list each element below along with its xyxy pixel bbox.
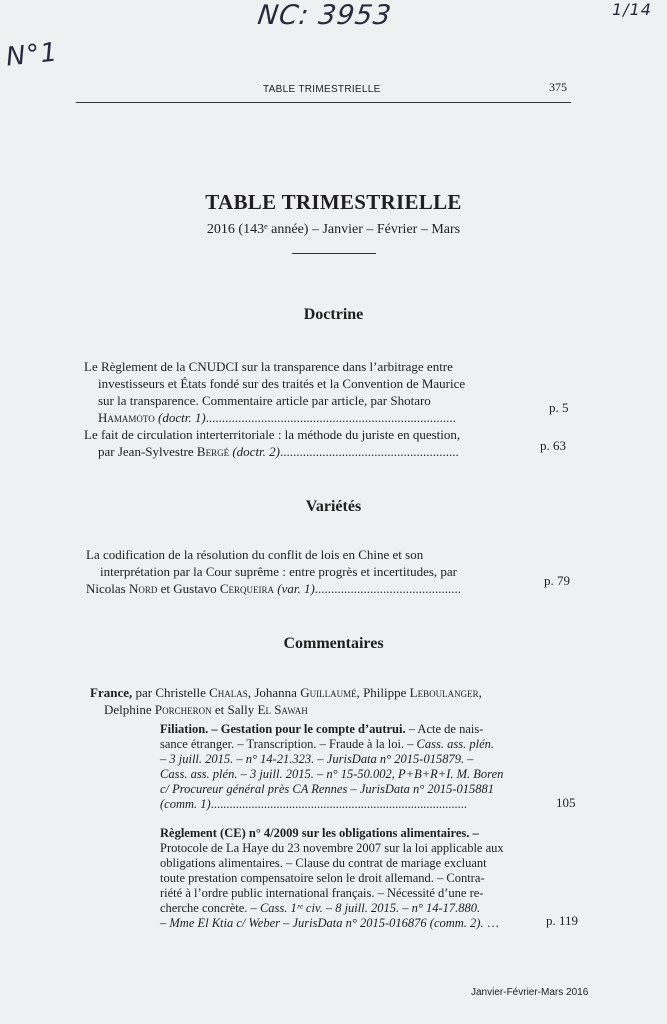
author-name: Cerqueira <box>219 581 274 596</box>
authors-text: , Johanna <box>247 685 297 700</box>
doctrine-entry-2-page: p. 63 <box>540 438 566 453</box>
varietes-entry-1 <box>86 546 461 597</box>
doctrine-entry-2 <box>84 426 460 460</box>
item-line: obligations alimentaires. – Clause du contrat de mariage excluant <box>160 856 487 870</box>
item-citation: – Mme El Ktia c/ Weber – JurisData n° 2015-016876 (comm. 2). <box>160 916 484 930</box>
item-line <box>160 737 503 752</box>
entry-reference: (var. 1) <box>277 581 315 596</box>
author-name: Bergé <box>196 444 230 459</box>
item-citation: (comm. 1) <box>160 797 211 811</box>
author-name: Hamamoto <box>98 410 155 425</box>
entry-line: Le fait de circulation interterritoriale : la méthode du juriste en question, <box>84 427 461 442</box>
entry-line: investisseurs et États fondé sur des traités et la Convention de Maurice <box>98 376 466 391</box>
item-line: riété à l’ordre public international français. – Nécessité d’une re- <box>160 886 484 900</box>
entry-line <box>86 580 461 597</box>
item-line: Cass. ass. plén. – 3 juill. 2015. – n° 15-50.002, P+B+R+I. M. Boren <box>160 767 504 781</box>
item-text: sance étranger. – Transcription. – Fraude à la loi. – <box>160 737 414 751</box>
item-line: – 3 juill. 2015. – n° 14-21.323. – JurisData n° 2015-015879. – <box>160 752 474 766</box>
entry-reference: (doctr. 1) <box>157 410 206 425</box>
section-heading-doctrine: Doctrine <box>303 306 364 323</box>
entry-line <box>84 443 460 460</box>
page-footer: Janvier-Février-Mars 2016 <box>471 987 589 998</box>
dot-leader: ............................................. <box>314 581 462 596</box>
entry-line: sur la transparence. Commentaire article par article, par Shotaro <box>98 393 431 408</box>
item-line: toute prestation compensatoire selon le droit allemand. – Contra- <box>160 871 485 885</box>
entry-line: interprétation par la Cour suprême : entre progrès et incertitudes, par <box>100 564 458 579</box>
entry-line <box>84 409 465 426</box>
item-citation: Cass. 1ʳᵉ civ. – 8 juill. 2015. – n° 14-17.880. <box>259 901 481 915</box>
authors-text: Delphine <box>104 702 152 717</box>
item-line: Protocole de La Haye du 23 novembre 2007 sur la loi applicable aux <box>160 841 504 855</box>
running-head-title: TABLE TRIMESTRIELLE <box>263 84 381 95</box>
author-name: Chalas <box>209 685 248 700</box>
item-line <box>160 916 504 931</box>
commentaire-item-2-page: p. 119 <box>546 913 579 928</box>
country-label: France, <box>90 685 133 700</box>
entry-line: La codification de la résolution du conflit de lois en Chine et son <box>86 547 424 562</box>
commentaires-authors <box>90 684 482 718</box>
author-name: Nord <box>128 581 158 596</box>
header-rule <box>76 102 571 103</box>
item-line <box>160 797 503 812</box>
item-text: – Acte de nais- <box>408 722 484 736</box>
dot-leader: .................................................................................. <box>210 797 467 811</box>
entry-text: et Gustavo <box>160 581 217 596</box>
author-name: Porcheron <box>154 702 212 717</box>
commentaire-item-1 <box>160 722 503 812</box>
running-head-page-number: 375 <box>549 80 567 94</box>
page-subtitle: 2016 (143ᵉ année) – Janvier – Février – Mars <box>206 222 461 237</box>
item-citation: Cass. ass. plén. <box>416 737 494 751</box>
authors-line: France, par Christelle Chalas, Johanna Guillaumé, Philippe Leboulanger, <box>90 685 482 700</box>
doctrine-entry-1-page: p. 5 <box>549 400 569 415</box>
entry-line: Le Règlement de la CNUDCI sur la transparence dans l’arbitrage entre <box>84 359 453 374</box>
item-line: c/ Procureur général près CA Rennes – JurisData n° 2015-015881 <box>160 782 495 796</box>
item-heading: Filiation. – Gestation pour le compte d’autrui. <box>160 722 406 736</box>
authors-text: et Sally <box>214 702 255 717</box>
authors-text: , Philippe <box>356 685 407 700</box>
entry-reference: (doctr. 2) <box>232 444 281 459</box>
section-heading-varietes: Variétés <box>305 498 362 515</box>
author-name: Leboulanger <box>409 685 479 700</box>
item-heading: Règlement (CE) n° 4/2009 sur les obligations alimentaires. – <box>160 826 479 840</box>
handwritten-fraction: 1/14 <box>612 0 652 19</box>
item-text: … <box>486 916 500 930</box>
authors-text: par Christelle <box>135 685 206 700</box>
dot-leader: ....................................................... <box>280 444 459 459</box>
handwritten-reference: NC: 3953 <box>255 0 394 31</box>
page-title: TABLE TRIMESTRIELLE <box>205 190 462 214</box>
authors-line <box>90 701 482 718</box>
dot-leader: ............................................................................. <box>205 410 456 425</box>
commentaire-item-1-page: 105 <box>556 795 576 810</box>
author-name: Guillaumé <box>300 685 357 700</box>
title-rule <box>292 253 376 254</box>
item-text: cherche concrète. – <box>160 901 257 915</box>
entry-text: Nicolas <box>86 581 126 596</box>
entry-text: par Jean-Sylvestre <box>98 444 194 459</box>
handwritten-number: N°1 <box>4 37 60 73</box>
varietes-entry-1-page: p. 79 <box>544 573 570 588</box>
item-line <box>160 722 503 737</box>
item-line <box>160 901 504 916</box>
author-name: El Sawah <box>257 702 308 717</box>
doctrine-entry-1 <box>84 358 465 426</box>
commentaire-item-2 <box>160 826 504 931</box>
section-heading-commentaires: Commentaires <box>283 635 384 652</box>
